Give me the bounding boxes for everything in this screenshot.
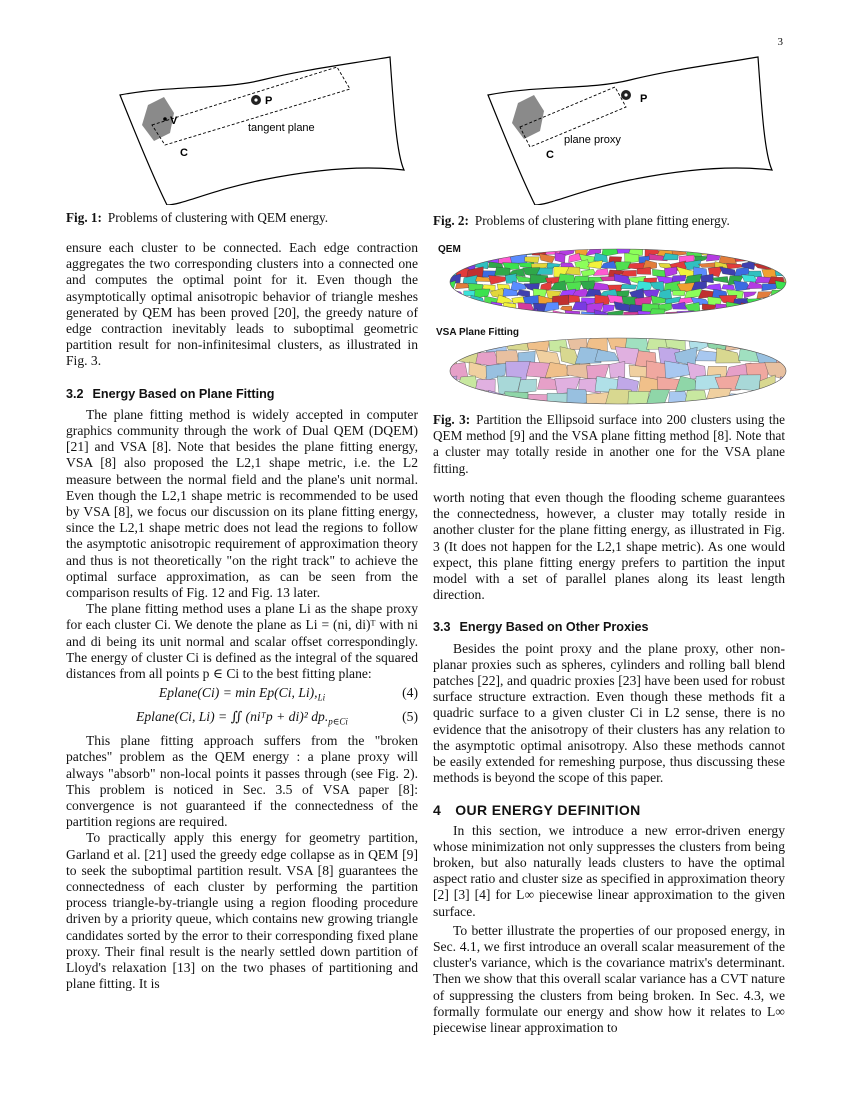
cluster-patch bbox=[455, 283, 469, 289]
cluster-patch bbox=[547, 393, 570, 406]
cluster-patch bbox=[785, 261, 788, 270]
cluster-patch bbox=[719, 311, 736, 316]
cluster-patch bbox=[525, 336, 551, 351]
cluster-patch bbox=[754, 302, 770, 312]
equation-4-sub: Li bbox=[317, 693, 326, 703]
paragraph: Besides the point proxy and the plane proxy, other non-planar proxies such as spheres, cylinders and rolling ball blend patches [22], and quadric proxies [23] have been used for robust surface structure extraction. Even though these methods fit a quadric surface to a given cluster Ci in L2 sense, there is no evidence that the anisotropy of their clusters has any relation to the asymptotic optimal anisotropy. Also these methods cannot be easily extended for remeshing purpose, thus discussing these methods is beyond the scope of this paper. bbox=[433, 640, 785, 786]
cluster-patch bbox=[593, 268, 608, 275]
cluster-patch bbox=[569, 295, 580, 303]
figure-1-caption-text: Problems of clustering with QEM energy. bbox=[107, 210, 329, 225]
cluster-patch bbox=[491, 302, 503, 313]
paragraph: To better illustrate the properties of our proposed energy, in Sec. 4.1, we first introduce an overall scalar measurement of the cluster's variance, which is the covariance matrix's determinant. Then we show that this overall scalar variance has a CVT nature of suppressing the clusters from being broken. In Sec. 4.3, we formally formulate our energy and show how it relates to L∞ piecewise linear approximation to bbox=[433, 922, 785, 1036]
cluster-patch bbox=[685, 390, 708, 404]
cluster-patch bbox=[744, 292, 757, 298]
figure-1-caption bbox=[66, 210, 328, 226]
equation-5-number: (5) bbox=[402, 709, 418, 725]
section-heading-3-3 bbox=[433, 619, 785, 635]
label-p: P bbox=[640, 93, 648, 105]
cluster-patch bbox=[530, 275, 549, 285]
cluster-patch bbox=[783, 248, 788, 257]
cluster-patch bbox=[664, 267, 677, 277]
section-number: 4 bbox=[433, 802, 442, 819]
cluster-patch bbox=[565, 310, 580, 316]
cluster-patch bbox=[595, 350, 619, 362]
cluster-patch bbox=[712, 276, 728, 282]
equation-4 bbox=[66, 685, 418, 706]
section-heading-4 bbox=[433, 802, 785, 818]
cluster-patch bbox=[448, 263, 462, 270]
cluster-patch bbox=[509, 309, 525, 316]
cluster-patch bbox=[539, 254, 555, 263]
cluster-patch bbox=[449, 303, 461, 313]
cluster-patch bbox=[762, 313, 775, 316]
cluster-patch bbox=[475, 248, 492, 257]
qem-ellipsoid bbox=[448, 248, 788, 316]
left-column bbox=[66, 240, 418, 992]
cluster-patch bbox=[517, 290, 530, 298]
cluster-patch bbox=[668, 391, 689, 406]
cluster-patch bbox=[448, 281, 456, 291]
figure-2-caption bbox=[433, 213, 730, 229]
cluster-patch bbox=[467, 309, 483, 316]
paragraph: worth noting that even though the flooding scheme guarantees the connectedness, however, a cluster may totally reside in another cluster for the plane fitting energy, as illustrated in Fig. 3 (It does not happen for the L2,1 shape metric). As one would expect, this plane fitting energy prefers to partition the input model with a set of parallel planes along its least length direction. bbox=[433, 490, 785, 603]
figure-3-caption-text: Partition the Ellipsoid surface into 200 clusters using the QEM method [9] and the VSA plane fitting method [8]. Note that a cluster may totally reside in another one for the VSA plane fitting. bbox=[433, 412, 785, 476]
cluster-patch bbox=[448, 309, 455, 316]
equation-4-body: Eplane(Ci) = min Ep(Ci, Li), bbox=[158, 685, 318, 701]
cluster-patch bbox=[448, 392, 471, 406]
cluster-patch bbox=[776, 298, 788, 304]
paragraph: ensure each cluster to be connected. Each edge contraction aggregates the two corresponding clusters into a connected one and computes the optimal point for it. Even though the asymptotically optimal anisotropic behavior of triangle meshes generated by QEM has been proved [20], the greedy nature of edge contraction inevitably leads to suboptimal geometric partition result for non-infinitesimal clusters, as illustrated in Fig. 3. bbox=[66, 240, 418, 369]
cluster-patch bbox=[707, 312, 722, 316]
cluster-patch bbox=[775, 268, 788, 277]
label-tangent-plane: tangent plane bbox=[248, 122, 315, 134]
cluster-patch bbox=[587, 364, 610, 378]
cluster-patch bbox=[769, 302, 785, 312]
cluster-patch bbox=[455, 253, 471, 264]
cluster-patch bbox=[762, 256, 779, 264]
cluster-patch bbox=[771, 290, 785, 298]
cluster-patch bbox=[466, 389, 491, 406]
cluster-patch bbox=[615, 262, 630, 271]
cluster-patch bbox=[737, 311, 751, 316]
right-column bbox=[433, 490, 785, 1036]
cluster-patch bbox=[762, 284, 778, 291]
cluster-patch bbox=[518, 379, 537, 393]
figure-3-caption bbox=[433, 412, 785, 477]
cluster-patch bbox=[735, 253, 752, 262]
figure-3-vsa bbox=[448, 336, 788, 406]
cluster-patch bbox=[714, 248, 729, 255]
section-title: OUR ENERGY DEFINITION bbox=[455, 802, 641, 819]
figure-2-illustration bbox=[480, 55, 780, 205]
cluster-patch bbox=[593, 282, 611, 290]
cluster-patch bbox=[621, 284, 637, 289]
cluster-patch bbox=[448, 274, 450, 284]
cluster-patch bbox=[673, 291, 686, 296]
cluster-patch bbox=[448, 392, 449, 406]
figure-1 bbox=[112, 55, 412, 205]
cluster-patch bbox=[754, 248, 772, 253]
cluster-patch bbox=[448, 248, 449, 256]
cluster-patch bbox=[776, 349, 788, 364]
cluster-patch bbox=[740, 249, 758, 256]
cluster-patch bbox=[469, 254, 483, 262]
paragraph: The plane fitting method uses a plane Li as the shape proxy for each cluster Ci. We denote the plane as Li = (ni, di)ᵀ with ni and di being its unit normal and scalar offset correspondingly. The energy of cluster Ci is defined as the integral of the squared distances from all points p ∈ Ci to the best fitting plane: bbox=[66, 601, 418, 682]
cluster-patch bbox=[488, 248, 506, 257]
cluster-patch bbox=[605, 389, 631, 406]
figure-1-illustration bbox=[112, 55, 412, 205]
cluster-patch bbox=[516, 276, 531, 282]
cluster-patch bbox=[601, 261, 616, 269]
figure-1-caption-label: Fig. 1: bbox=[66, 210, 102, 225]
figure-2 bbox=[480, 55, 780, 205]
cluster-patch bbox=[448, 347, 458, 366]
cluster-patch bbox=[505, 392, 528, 406]
paragraph: This plane fitting approach suffers from the "broken patches" problem as the QEM energy : a plane proxy will always "absorb" non-local points it passes through (see Fig. 2). This problem is noticed in Sec. 3.5 of VSA paper [8]: convergence is not guaranteed if the connectedness of the partition regions are required. bbox=[66, 733, 418, 830]
cluster-patch bbox=[463, 305, 478, 313]
cluster-patch bbox=[470, 295, 485, 306]
page-number: 3 bbox=[777, 36, 783, 48]
cluster-patch bbox=[702, 304, 716, 313]
cluster-patch bbox=[672, 302, 687, 309]
cluster-patch bbox=[463, 248, 478, 256]
figure-2-caption-text: Problems of clustering with plane fitting energy. bbox=[474, 213, 730, 228]
cluster-patch bbox=[734, 281, 750, 291]
paragraph: To practically apply this energy for geometry partition, Garland et al. [21] used the greedy edge collapse as in QEM [9] to seek the suboptimal partition result. VSA [8] guarantees the connectedness of each cluster by performing the partition process triangle-by-triangle using a region flooding procedure driven by a priority queue, which contains new growing triangle candidates sorted by the error to their corresponding fixed plane proxy. Their final result is the nearly settled down partition of Lloyd's relaxation [13] on the two phases of partitioning and plane fitting. It is bbox=[66, 830, 418, 992]
label-plane-proxy: plane proxy bbox=[564, 134, 621, 146]
cluster-patch bbox=[782, 303, 788, 312]
cluster-patch bbox=[453, 309, 471, 316]
label-v: V bbox=[170, 115, 178, 127]
cluster-patch bbox=[602, 305, 614, 313]
cluster-patch bbox=[455, 298, 472, 304]
cluster-patch bbox=[750, 312, 764, 316]
cluster-patch bbox=[746, 390, 770, 406]
cluster-patch bbox=[726, 264, 742, 269]
cluster-patch bbox=[448, 255, 455, 261]
cluster-patch bbox=[448, 303, 450, 313]
cluster-patch bbox=[489, 275, 506, 284]
cluster-patch bbox=[765, 338, 788, 351]
cluster-patch bbox=[448, 336, 470, 351]
cluster-patch bbox=[775, 256, 788, 264]
cluster-patch bbox=[776, 309, 788, 316]
label-c: C bbox=[180, 147, 188, 159]
cluster-patch bbox=[512, 297, 525, 304]
cluster-patch bbox=[609, 361, 625, 377]
cluster-patch bbox=[607, 295, 622, 303]
cluster-patch bbox=[769, 248, 783, 256]
section-title: Energy Based on Other Proxies bbox=[459, 620, 649, 635]
cluster-patch bbox=[448, 249, 462, 256]
figure-2-caption-label: Fig. 2: bbox=[433, 213, 469, 228]
equation-5-sub: p∈Ci bbox=[328, 716, 348, 727]
cluster-patch bbox=[499, 311, 512, 316]
cluster-patch bbox=[581, 269, 596, 277]
figure-3-qem bbox=[448, 248, 788, 316]
vsa-ellipsoid bbox=[448, 336, 788, 406]
label-p: P bbox=[265, 95, 273, 107]
cluster-patch bbox=[623, 312, 639, 316]
figure-3-caption-label: Fig. 3: bbox=[433, 412, 471, 427]
cluster-patch bbox=[476, 379, 496, 392]
cluster-patch bbox=[748, 337, 771, 352]
label-vsa: VSA Plane Fitting bbox=[436, 327, 519, 338]
label-qem: QEM bbox=[438, 244, 461, 255]
cluster-patch bbox=[652, 269, 666, 277]
cluster-patch bbox=[726, 248, 743, 256]
cluster-patch bbox=[448, 364, 450, 381]
cluster-patch bbox=[782, 288, 788, 298]
cluster-patch bbox=[770, 390, 788, 406]
cluster-patch bbox=[502, 303, 516, 311]
cluster-patch bbox=[448, 376, 457, 391]
paragraph: In this section, we introduce a new error-driven energy whose minimization not only suppresses the clusters from being broken, but also naturally leads clusters to have the optimal aspect ratio and cluster size as specified in approximation theory [2] [3] [4] for L∞ piecewise linear approximation to the given surface. bbox=[433, 822, 785, 919]
cluster-patch bbox=[786, 336, 788, 350]
cluster-patch bbox=[600, 276, 615, 281]
section-title: Energy Based on Plane Fitting bbox=[92, 386, 275, 401]
label-c: C bbox=[546, 149, 554, 161]
cluster-patch bbox=[466, 336, 488, 349]
cluster-patch bbox=[698, 263, 716, 268]
equation-5-body: Eplane(Ci, Li) = ∬ (niᵀp + di)² dp. bbox=[136, 709, 329, 725]
equation-5 bbox=[66, 709, 418, 730]
cluster-patch bbox=[503, 248, 516, 256]
section-number: 3.3 bbox=[433, 620, 451, 635]
section-heading-3-2 bbox=[66, 386, 418, 402]
cluster-patch bbox=[649, 309, 665, 316]
cluster-patch bbox=[555, 253, 565, 263]
paragraph: The plane fitting method is widely accepted in computer graphics community through the work of Dual QEM (DQEM) [21] and VSA [8]. Note that besides the plane fitting energy, VSA [8] also proposed the L2,1 shape metric, i.e. the L2 measure between the normal field and the plane's unit normal. Even though the L2,1 shape metric is recommended to be used by VSA [8], we focus our discussion on its plane fitting energy, since the L2,1 shape metric does not lead the regions to follow the asymptotic anisotropic requirement of approximation theory and thus is not theoretically "on the right track" to achieve the optimal surface approximation, as can be seen from the comparison results of Fig. 12 and Fig. 13 later. bbox=[66, 406, 418, 601]
cluster-patch bbox=[495, 267, 510, 276]
cluster-patch bbox=[482, 310, 497, 316]
cluster-patch bbox=[448, 298, 456, 306]
equation-4-number: (4) bbox=[402, 685, 418, 701]
cluster-patch bbox=[572, 302, 589, 311]
cluster-patch bbox=[705, 389, 731, 406]
cluster-patch bbox=[725, 336, 749, 351]
cluster-patch bbox=[474, 303, 490, 309]
section-number: 3.2 bbox=[66, 386, 84, 401]
cluster-patch bbox=[722, 285, 735, 290]
